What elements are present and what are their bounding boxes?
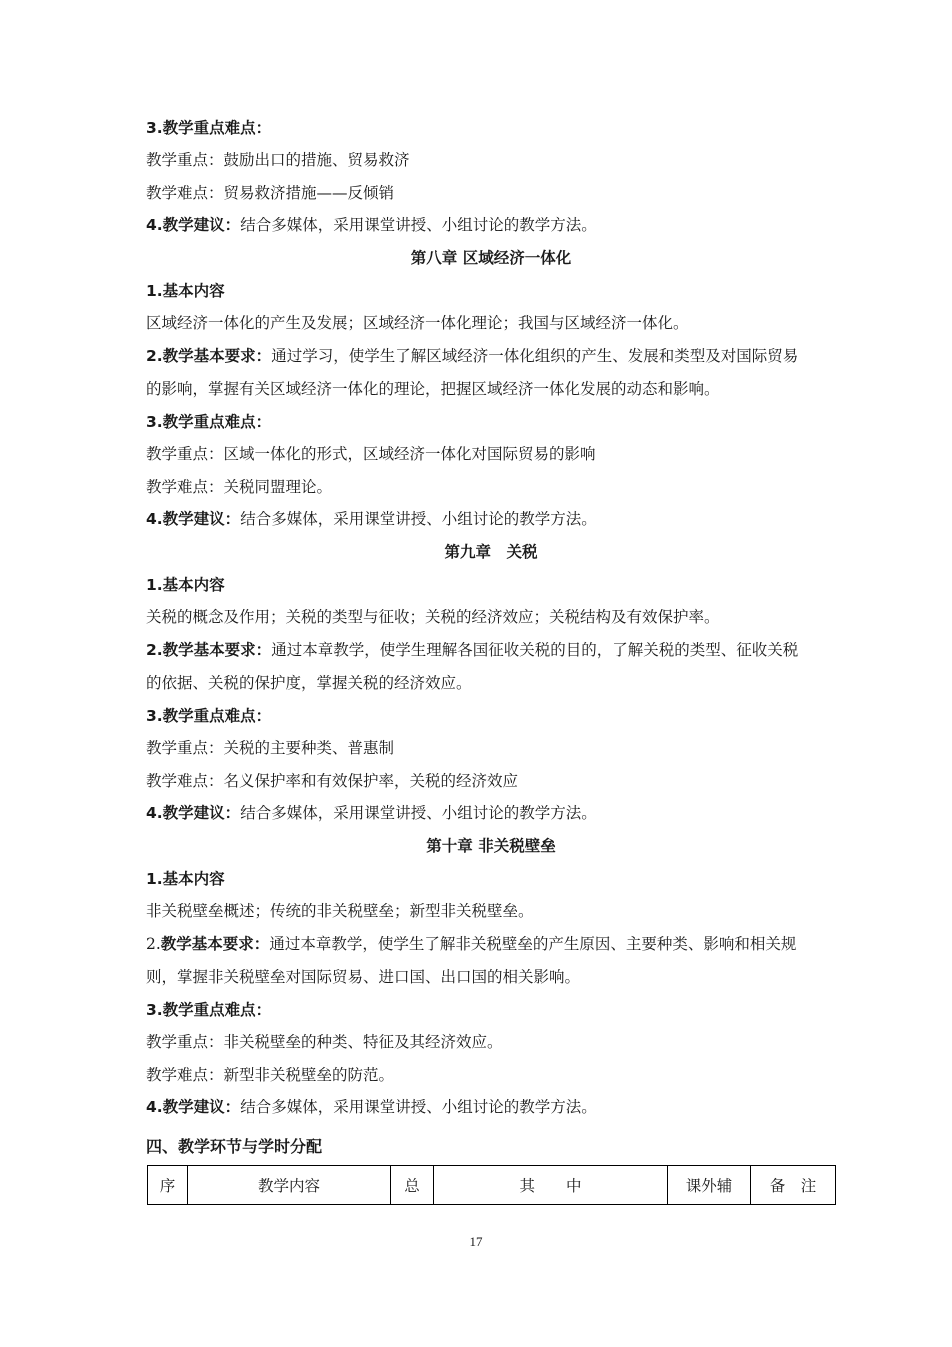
ch8-requirements-label: 2.教学基本要求： <box>146 347 272 365</box>
ch9-content-text: 关税的概念及作用；关税的类型与征收；关税的经济效应；关税结构及有效保护率。 <box>146 608 720 626</box>
ch8-requirements-line2: 的影响，掌握有关区域经济一体化的理论，把握区域经济一体化发展的动态和影响。 <box>146 380 720 398</box>
ch10-requirements-line1 <box>146 934 846 954</box>
header-cell-seq: 序 <box>148 1166 188 1205</box>
ch9-requirements-label: 2.教学基本要求： <box>146 641 272 659</box>
ch8-suggestion <box>146 509 846 529</box>
ch10-title: 第十章 非关税壁垒 <box>426 837 556 855</box>
table-header-row <box>148 1166 836 1205</box>
ch9-suggestion-label: 4.教学建议： <box>146 804 241 822</box>
ch9-requirements-line1 <box>146 640 846 660</box>
ch10-requirements-label: 教学基本要求： <box>160 935 270 953</box>
ch7-difficulty: 教学难点：贸易救济措施——反倾销 <box>146 184 395 202</box>
ch7-suggestion-label: 4.教学建议： <box>146 216 241 234</box>
hours-allocation-table <box>147 1165 836 1205</box>
ch8-content-text: 区域经济一体化的产生及发展；区域经济一体化理论；我国与区域经济一体化。 <box>146 314 689 332</box>
ch10-suggestion-text: 结合多媒体，采用课堂讲授、小组讨论的教学方法。 <box>240 1098 597 1116</box>
ch8-focus: 教学重点：区域一体化的形式，区域经济一体化对国际贸易的影响 <box>146 445 596 463</box>
ch8-difficulty: 教学难点：关税同盟理论。 <box>146 478 333 496</box>
header-cell-total: 总 <box>391 1166 434 1205</box>
header-cell-remarks: 备 注 <box>751 1166 836 1205</box>
page-number: 17 <box>469 1234 483 1249</box>
ch9-focus: 教学重点：关税的主要种类、普惠制 <box>146 739 395 757</box>
ch7-suggestion <box>146 215 846 235</box>
ch8-content-heading: 1.基本内容 <box>146 282 225 300</box>
ch9-requirements-line2: 的依据、关税的保护度，掌握关税的经济效应。 <box>146 674 472 692</box>
ch8-requirements-text1: 通过学习，使学生了解区域经济一体化组织的产生、发展和类型及对国际贸易 <box>271 347 799 365</box>
ch8-keypoints-heading: 3.教学重点难点： <box>146 413 272 431</box>
ch10-difficulty: 教学难点：新型非关税壁垒的防范。 <box>146 1066 395 1084</box>
ch10-content-heading: 1.基本内容 <box>146 870 225 888</box>
ch10-requirements-line2: 则，掌握非关税壁垒对国际贸易、进口国、出口国的相关影响。 <box>146 968 581 986</box>
ch9-difficulty: 教学难点：名义保护率和有效保护率，关税的经济效应 <box>146 772 519 790</box>
ch10-suggestion-label: 4.教学建议： <box>146 1098 241 1116</box>
header-cell-of-which: 其 中 <box>434 1166 668 1205</box>
ch8-suggestion-label: 4.教学建议： <box>146 510 241 528</box>
ch9-suggestion <box>146 803 846 823</box>
ch9-requirements-text1: 通过本章教学，使学生理解各国征收关税的目的，了解关税的类型、征收关税 <box>271 641 799 659</box>
ch9-content-heading: 1.基本内容 <box>146 576 225 594</box>
ch8-title: 第八章 区域经济一体化 <box>410 249 572 267</box>
ch10-focus: 教学重点：非关税壁垒的种类、特征及其经济效应。 <box>146 1033 503 1051</box>
ch9-suggestion-text: 结合多媒体，采用课堂讲授、小组讨论的教学方法。 <box>240 804 597 822</box>
ch7-keypoints-heading: 3.教学重点难点： <box>146 119 272 137</box>
ch10-requirements-text1: 通过本章教学，使学生了解非关税壁垒的产生原因、主要种类、影响和相关规 <box>269 935 797 953</box>
ch10-keypoints-heading: 3.教学重点难点： <box>146 1001 272 1019</box>
ch8-requirements-line1 <box>146 346 846 366</box>
section4-heading: 四、教学环节与学时分配 <box>146 1137 323 1156</box>
header-cell-extracurricular: 课外辅 <box>668 1166 751 1205</box>
ch10-requirements-number: 2. <box>146 935 161 953</box>
ch7-focus: 教学重点：鼓励出口的措施、贸易救济 <box>146 151 410 169</box>
ch7-suggestion-text: 结合多媒体，采用课堂讲授、小组讨论的教学方法。 <box>240 216 597 234</box>
ch8-suggestion-text: 结合多媒体，采用课堂讲授、小组讨论的教学方法。 <box>240 510 597 528</box>
ch10-content-text: 非关税壁垒概述；传统的非关税壁垒；新型非关税壁垒。 <box>146 902 534 920</box>
ch9-keypoints-heading: 3.教学重点难点： <box>146 707 272 725</box>
header-cell-content: 教学内容 <box>188 1166 391 1205</box>
ch10-suggestion <box>146 1097 846 1117</box>
ch9-title: 第九章 关税 <box>444 543 538 561</box>
